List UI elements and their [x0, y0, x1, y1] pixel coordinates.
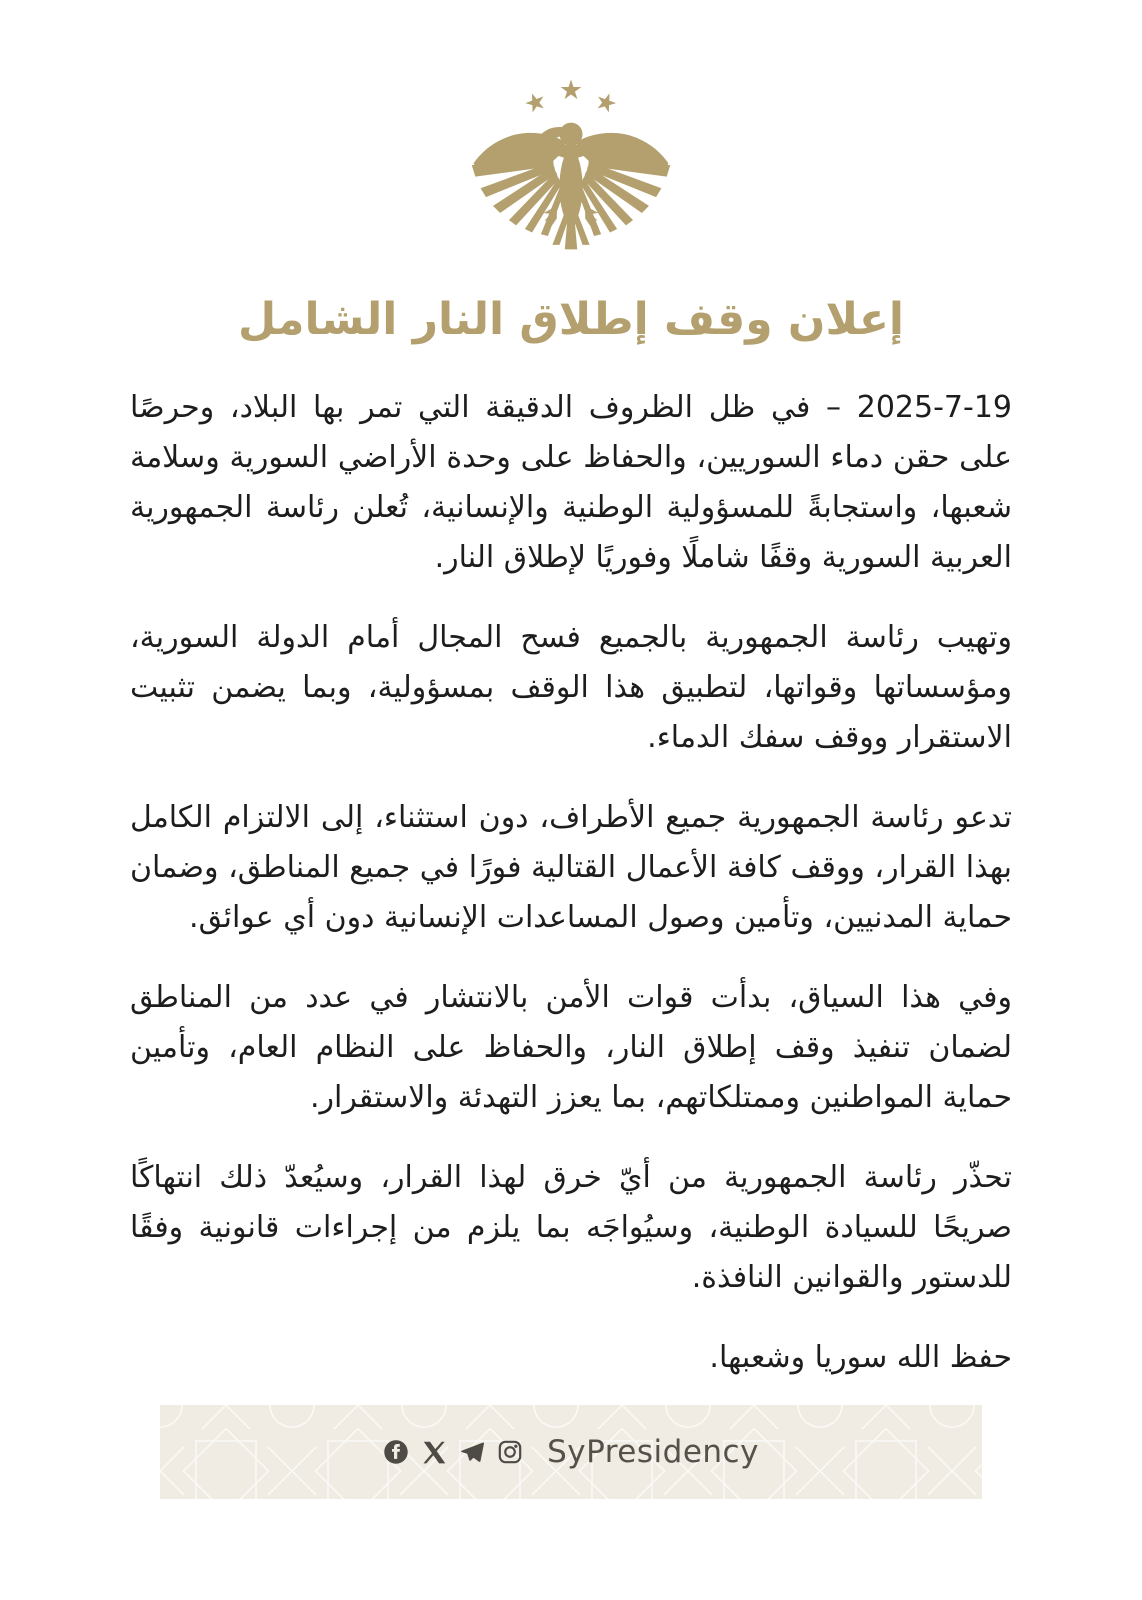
paragraph-declaration: 2025-7-19 – في ظل الظروف الدقيقة التي تمر بها البلاد، وحرصًا على حقن دماء السوريين، والحفاظ على وحدة الأراضي السورية وسلامة شعبها، واستجابةً للمسؤولية الوطنية والإنسانية، تُعلن رئاسة الجمهورية العربية السورية وقفًا شاملًا وفوريًا لإطلاق النار.: [130, 390, 1012, 575]
closing-line: حفظ الله سوريا وشعبها.: [709, 1340, 1012, 1375]
statement-body: [130, 383, 1012, 1383]
three-stars: [0, 72, 1142, 120]
page-title: إعلان وقف إطلاق النار الشامل: [237, 294, 905, 345]
paragraph-call: تدعو رئاسة الجمهورية جميع الأطراف، دون استثناء، إلى الالتزام الكامل بهذا القرار، ووقف كافة الأعمال القتالية فورًا في جميع المناطق، وضمان حماية المدنيين، وتأمين وصول المساعدات الإنسانية دون أي عوائق.: [130, 800, 1012, 935]
footer-content: [160, 1405, 982, 1499]
paragraph-warning: تحذّر رئاسة الجمهورية من أيّ خرق لهذا القرار، وسيُعدّ ذلك انتهاكًا صريحًا للسيادة الوطنية، وسيُواجَه بما يلزم من إجراءات قانونية وفقًا للدستور والقوانين النافذة.: [130, 1160, 1012, 1295]
footer-handle: SyPresidency: [547, 1434, 759, 1470]
x-icon: [421, 1439, 447, 1465]
paragraph-deployment: وفي هذا السياق، بدأت قوات الأمن بالانتشار في عدد من المناطق لضمان تنفيذ وقف إطلاق النار، والحفاظ على النظام العام، وتأمين حماية المواطنين وممتلكاتهم، بما يعزز التهدئة والاستقرار.: [130, 980, 1012, 1115]
presidency-eagle-icon: [453, 112, 689, 252]
star-icon: ★: [590, 84, 622, 120]
star-icon: ★: [558, 75, 584, 106]
emblem-block: [0, 0, 1142, 252]
footer-bar: [160, 1405, 982, 1499]
instagram-icon: [497, 1439, 523, 1465]
telegram-icon: [459, 1439, 485, 1465]
paragraph-appeal: وتهيب رئاسة الجمهورية بالجميع فسح المجال أمام الدولة السورية، ومؤسساتها وقواتها، لتطبيق هذا الوقف بمسؤولية، وبما يضمن تثبيت الاستقرار ووقف سفك الدماء.: [130, 620, 1012, 755]
facebook-icon: [383, 1439, 409, 1465]
star-icon: ★: [520, 84, 552, 120]
